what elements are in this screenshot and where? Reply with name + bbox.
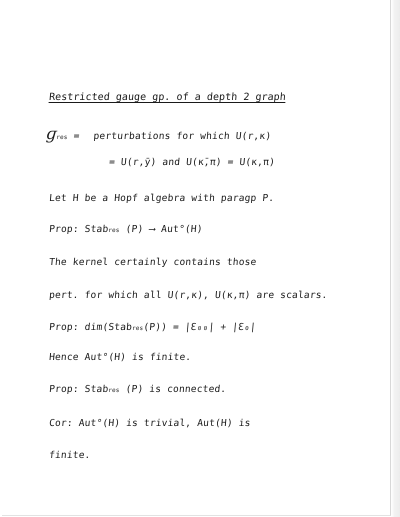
scan-edge-shadow: [391, 0, 400, 517]
proposition-1-line: [48, 224, 203, 237]
scalar-perturbation-line: pert. for which all U(r,κ), U(κ,π) are scalars.: [48, 290, 329, 301]
equals-sign: =: [73, 131, 81, 142]
gauge-group-symbol: ɡ: [45, 124, 58, 143]
corollary-line: Cor: Aut°(H) is trivial, Aut(H) is: [48, 418, 252, 429]
proposition-2-prefix: Prop: dim(Stab: [48, 322, 133, 333]
scanned-page: [2, 0, 391, 516]
definition-continuation: = U(r,ȳ) and U(κ̄,π) = U(κ,π): [108, 157, 276, 168]
definition-text: perturbations for which U(r,κ): [92, 131, 272, 142]
document-title: Restricted gauge gp. of a depth 2 graph: [48, 92, 287, 103]
definition-line: [45, 124, 272, 144]
proposition-2-subscript: res: [131, 325, 144, 332]
corollary-continuation: finite.: [48, 450, 92, 461]
proposition-3-suffix: (P) is connected.: [119, 384, 227, 395]
finite-automorphism-line: Hence Aut°(H) is finite.: [48, 352, 192, 363]
proposition-3-subscript: res: [107, 387, 120, 394]
kernel-line: The kernel certainly contains those: [48, 257, 257, 268]
proposition-3-line: [48, 384, 226, 397]
proposition-2-line: [48, 322, 256, 335]
gauge-group-subscript: res: [55, 134, 68, 141]
proposition-1-suffix: (P) ⟶ Aut°(H): [119, 224, 204, 235]
proposition-3-prefix: Prop: Stab: [48, 384, 109, 395]
proposition-2-suffix: (P)) = |Ɛ₀₀| + |Ɛ₀|: [142, 322, 257, 333]
hopf-algebra-line: Let H be a Hopf algebra with paragp P.: [48, 193, 275, 204]
proposition-1-subscript: res: [107, 227, 120, 234]
proposition-1-prefix: Prop: Stab: [48, 224, 109, 235]
